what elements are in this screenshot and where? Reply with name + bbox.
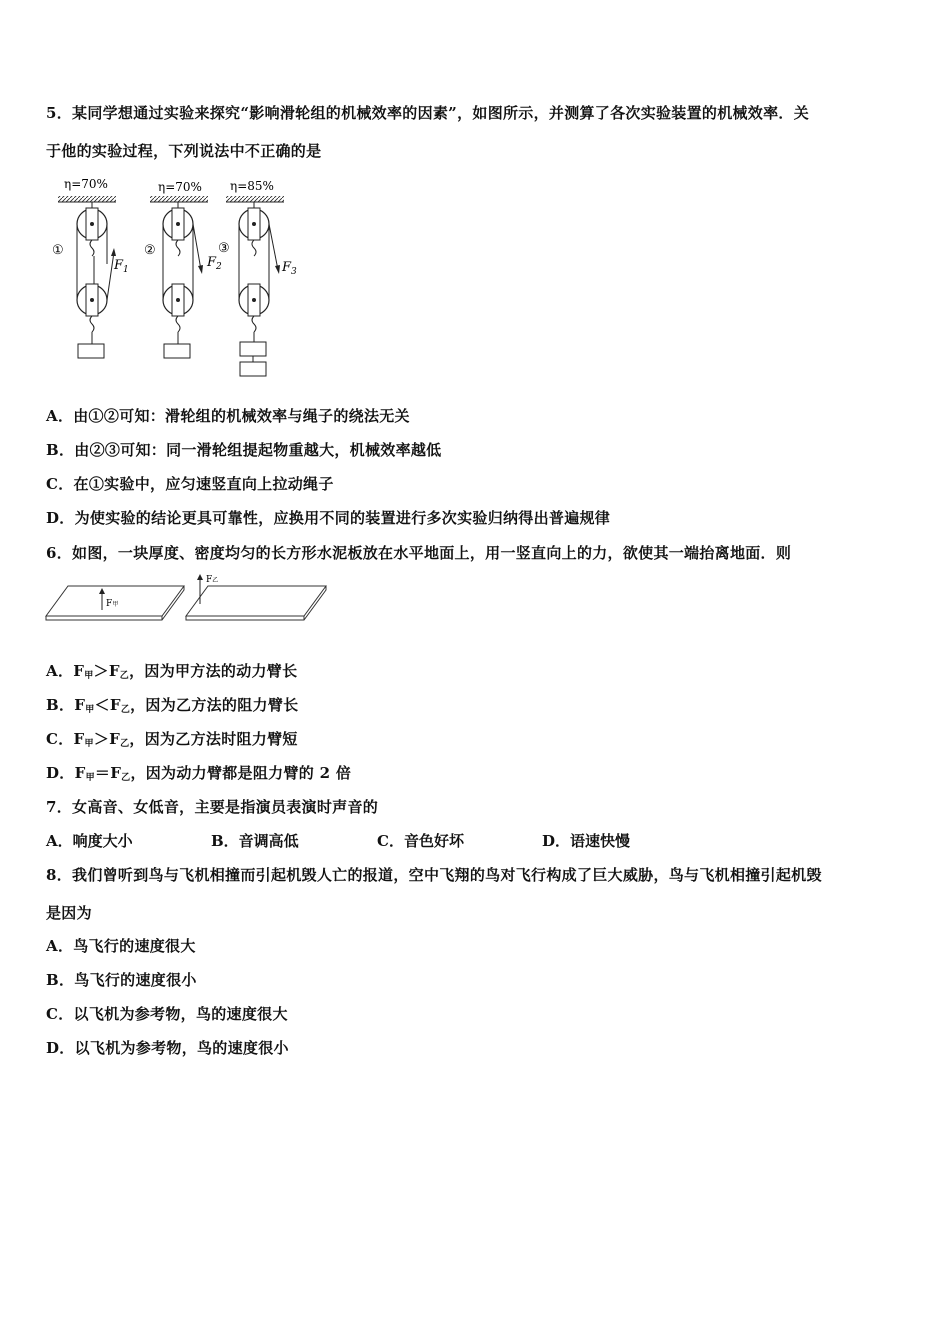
q6-option-a: A．$F_甲>F_乙$，因为甲方法的动力臂长 [46,662,298,681]
force-label-yi: F乙 [206,575,219,585]
force-label-f2: $F_2$ [207,255,222,272]
q6-stem: 6．如图，一块厚度、密度均匀的长方形水泥板放在水平地面上，用一竖直向上的力，欲使其一端抬离地面．则 [46,544,792,562]
q6-option-c: C．$F_甲>F_乙$，因为乙方法时阻力臂短 [46,730,298,749]
q7-stem: 7．女高音、女低音，主要是指演员表演时声音的 [46,798,379,816]
q8-stem-line1: 8．我们曾听到鸟与飞机相撞而引起机毁人亡的报道，空中飞翔的鸟对飞行构成了巨大威胁，鸟与飞机相撞引起机毁 [46,866,822,884]
q8-stem-line2: 是因为 [46,904,92,922]
q7-option-b: B．音调高低 [211,832,299,850]
q5-option-a: A．由①②可知：滑轮组的机械效率与绳子的绕法无关 [46,407,410,425]
device-number-2: ② [144,243,156,258]
pulley-figure [50,174,310,382]
q8-option-a: A．鸟飞行的速度很大 [46,937,196,955]
q5-option-c: C．在①实验中，应匀速竖直向上拉动绳子 [46,475,334,493]
q7-option-a: A．响度大小 [46,832,133,850]
q7-option-d: D．语速快慢 [542,832,631,850]
force-label-f1: $F_1$ [114,258,129,275]
device-number-3: ③ [218,241,230,256]
q7-option-c: C．音色好坏 [377,832,464,850]
slab-yi [186,586,326,620]
q5-stem-line1: 5．某同学想通过实验来探究“影响滑轮组的机械效率的因素”，如图所示，并测算了各次实验装置的机械效率．关 [46,104,809,122]
q8-option-c: C．以飞机为参考物，鸟的速度很大 [46,1005,288,1023]
pulley-device-2 [150,196,208,358]
eta-label-2: η=70% [158,180,202,194]
pulley-device-3 [226,196,284,376]
q5-option-b: B．由②③可知：同一滑轮组提起物重越大，机械效率越低 [46,441,442,459]
slab-figure [44,572,336,624]
eta-label-3: η=85% [230,179,274,193]
q5-option-d: D．为使实验的结论更具可靠性，应换用不同的装置进行多次实验归纳得出普遍规律 [46,509,611,527]
force-label-jia: F甲 [106,599,119,609]
q6-option-d: D．$F_甲=F_乙$，因为动力臂都是阻力臂的 2 倍 [46,764,352,783]
eta-label-1: η=70% [64,177,108,191]
q6-option-b: B．$F_甲<F_乙$，因为乙方法的阻力臂长 [46,696,299,715]
q8-option-d: D．以飞机为参考物，鸟的速度很小 [46,1039,289,1057]
q5-stem-line2: 于他的实验过程，下列说法中不正确的是 [46,142,322,160]
pulley-device-1 [58,196,116,358]
device-number-1: ① [52,243,64,258]
force-label-f3: $F_3$ [282,260,297,277]
q8-option-b: B．鸟飞行的速度很小 [46,971,197,989]
